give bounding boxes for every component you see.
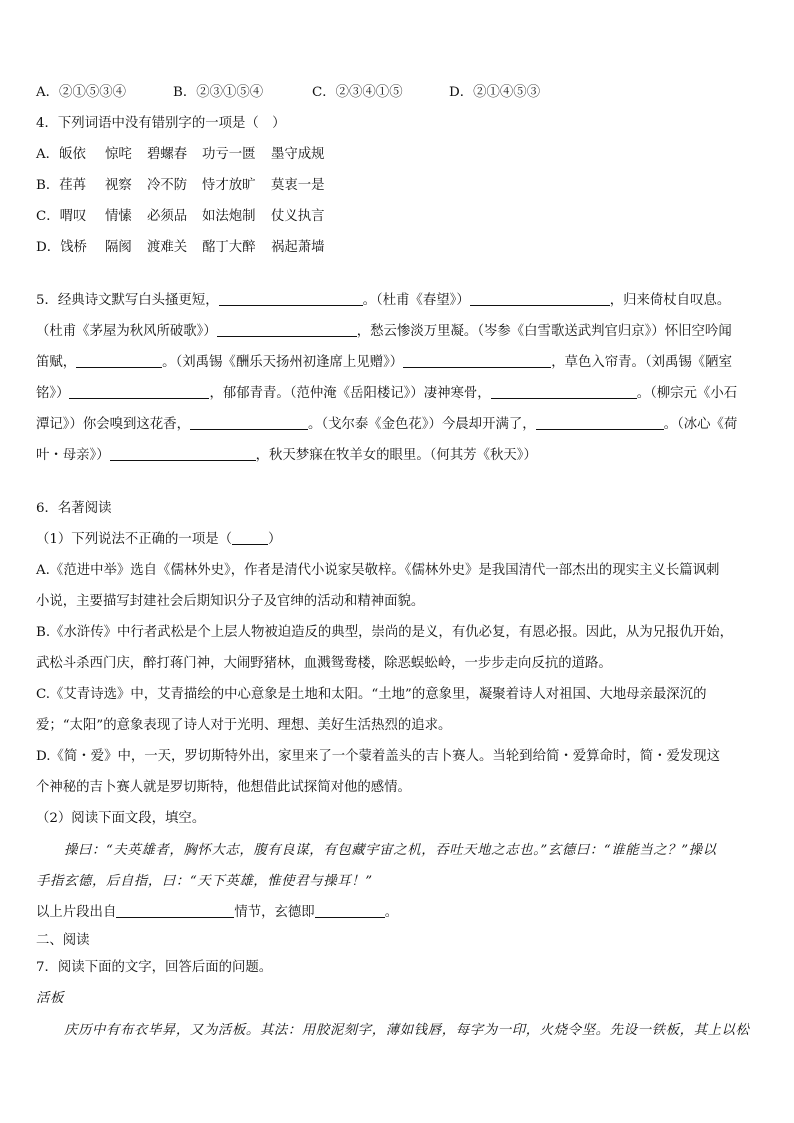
q4-b-word-3: 冷不防 [147,178,188,193]
q4-b-word-5: 莫衷一是 [271,178,325,193]
q6-option-a-1: A.《范进中举》选自《儒林外史》，作者是清代小说家吴敬梓。《儒林外史》是我国清代一部杰出的现实主义长篇讽刺 [36,563,720,578]
q5-text: ，郁郁青青。（范仲淹《岳阳楼记》）凄神寒骨， [209,386,491,401]
q4-option-c [36,208,325,226]
answer-blank[interactable] [470,292,610,306]
q6-sub2: （2）阅读下面文段，填空。 [36,811,206,826]
q4-option-a [36,146,325,164]
q4-a-word-3: 碧螺春 [147,147,188,162]
q5-line-1 [36,292,730,310]
q6-option-b-2: 武松斗杀西门庆，醉打蒋门神，大闹野猪林，血溅鸳鸯楼，除恶蜈蚣岭，一步步走向反抗的道路。 [36,656,612,671]
q4-option-d [36,239,325,257]
answer-blank[interactable] [491,385,637,399]
q7-text: 庆历中有布衣毕昇，又为活板。其法：用胶泥刻字，薄如钱唇，每字为一印，火烧令坚。先设一铁板，其上以松 [64,1023,750,1038]
q6-text: 情节，玄德即 [234,905,315,920]
answer-blank[interactable] [76,354,162,368]
answer-blank[interactable] [110,447,256,461]
q6-quote-2: 手指玄德，后自指，曰：“天下英雄，惟使君与操耳！” [36,874,373,889]
q5-text: 。（柳宗元《小石 [636,386,738,401]
q5-text: 。（刘禹锡《酬乐天扬州初逢席上见赠》） [162,355,404,370]
q6-option-b-1: B.《水浒传》中行者武松是个上层人物被迫造反的典型，崇尚的是义，有仇必复，有恩必报。因此，从为兄报仇开始， [36,625,734,640]
q5-text: ，草色入帘青。（刘禹锡《陋室 [551,355,732,370]
q4-d-word-3: 渡难关 [147,240,188,255]
answer-blank[interactable] [315,904,385,918]
q5-text: 笛赋， [36,355,77,370]
q7-title: 活板 [36,991,64,1006]
q4-d-word-2: 隔阂 [105,240,132,255]
q5-text: ，愁云惨淡万里凝。（岑参《白雪歌送武判官归京》）怀旧空吟闻 [356,324,732,339]
q4-a-word-5: 墨守成规 [271,147,325,162]
q5-text: ，秋天梦寐在牧羊女的眼里。（何其芳《秋天》） [255,448,537,463]
q6-title: 6．名著阅读 [36,501,112,516]
q5-text: 潭记》）你会嗅到这花香， [36,417,190,432]
q6-option-c-1: C.《艾青诗选》中，艾青描绘的中心意象是土地和太阳。“土地”的意象里，凝聚着诗人对祖国、大地母亲最深沉的 [36,687,707,702]
q4-d-word-1: D．饯桥 [36,240,87,255]
q3-options [36,84,540,102]
q6-text: 以上片段出自 [36,905,117,920]
q5-text: 铭》） [36,386,70,401]
q4-c-word-5: 仗义执言 [271,209,325,224]
q4-a-word-4: 功亏一匮 [202,147,256,162]
q5-line-5 [36,416,737,434]
q3-option-d: D．②①④⑤③ [449,85,541,100]
q5-text: 叶・母亲》） [36,448,110,463]
q4-option-b [36,177,325,195]
q5-line-3 [36,354,732,372]
q6-text: 。 [384,905,399,920]
q6-quote-1: 操曰：“夫英雄者，胸怀大志，腹有良谋，有包藏宇宙之机，吞吐天地之志也。”玄德曰：“谁能当之？”操以 [64,843,717,858]
q3-option-c: C．②③④①⑤ [312,85,403,100]
q6-fill-line [36,904,398,922]
q4-d-word-4: 酩丁大醉 [202,240,256,255]
q7-stem: 7．阅读下面的文字，回答后面的问题。 [36,960,273,975]
q4-c-word-1: C．喟叹 [36,209,87,224]
q4-c-word-4: 如法炮制 [202,209,256,224]
q5-text: （杜甫《茅屋为秋风所破歌》） [36,324,217,339]
q6-option-a-2: 小说，主要描写封建社会后期知识分子及官绅的活动和精神面貌。 [36,594,425,609]
q4-b-word-4: 恃才放旷 [202,178,256,193]
answer-blank[interactable] [403,354,551,368]
q4-b-word-2: 视察 [105,178,132,193]
q6-sub1 [36,531,281,549]
q5-text: 。（冰心《荷 [663,417,738,432]
q4-d-word-5: 祸起萧墙 [271,240,325,255]
q4-stem: 4．下列词语中没有错别字的一项是（ ） [36,116,286,131]
q6-text: （1）下列说法不正确的一项是（ [36,532,232,547]
q3-option-b: B．②③①⑤④ [173,85,264,100]
answer-blank[interactable] [232,531,268,545]
q5-line-4 [36,385,737,403]
q5-text: 。（杜甫《春望》） [362,293,470,308]
section-heading: 二、阅读 [36,933,90,948]
q5-line-2 [36,323,732,341]
q5-text: 。（戈尔泰《金色花》）今晨却开满了， [308,417,536,432]
answer-blank[interactable] [69,385,209,399]
q6-option-c-2: 爱；“太阳”的意象表现了诗人对于光明、理想、美好生活热烈的追求。 [36,718,452,733]
answer-blank[interactable] [219,292,363,306]
q6-text: ） [268,532,282,547]
answer-blank[interactable] [116,904,234,918]
answer-blank[interactable] [190,416,308,430]
q3-option-a: A．②①⑤③④ [36,85,127,100]
q4-c-word-2: 情愫 [105,209,132,224]
q4-b-word-1: B．荏苒 [36,178,87,193]
q5-text: 5．经典诗文默写白头搔更短， [36,293,219,308]
q6-option-d-1: D.《简・爱》中，一天，罗切斯特外出，家里来了一个蒙着盖头的吉卜赛人。当轮到给简・爱算命时，简・爱发现这 [36,749,721,764]
q5-text: ，归来倚杖自叹息。 [609,293,731,308]
q4-c-word-3: 必须品 [147,209,188,224]
q4-a-word-1: A．皈依 [36,147,86,162]
q6-option-d-2: 个神秘的吉卜赛人就是罗切斯特，他想借此试探简对他的感情。 [36,780,411,795]
answer-blank[interactable] [536,416,664,430]
q4-a-word-2: 惊咤 [105,147,132,162]
answer-blank[interactable] [217,323,357,337]
q5-line-6 [36,447,537,465]
